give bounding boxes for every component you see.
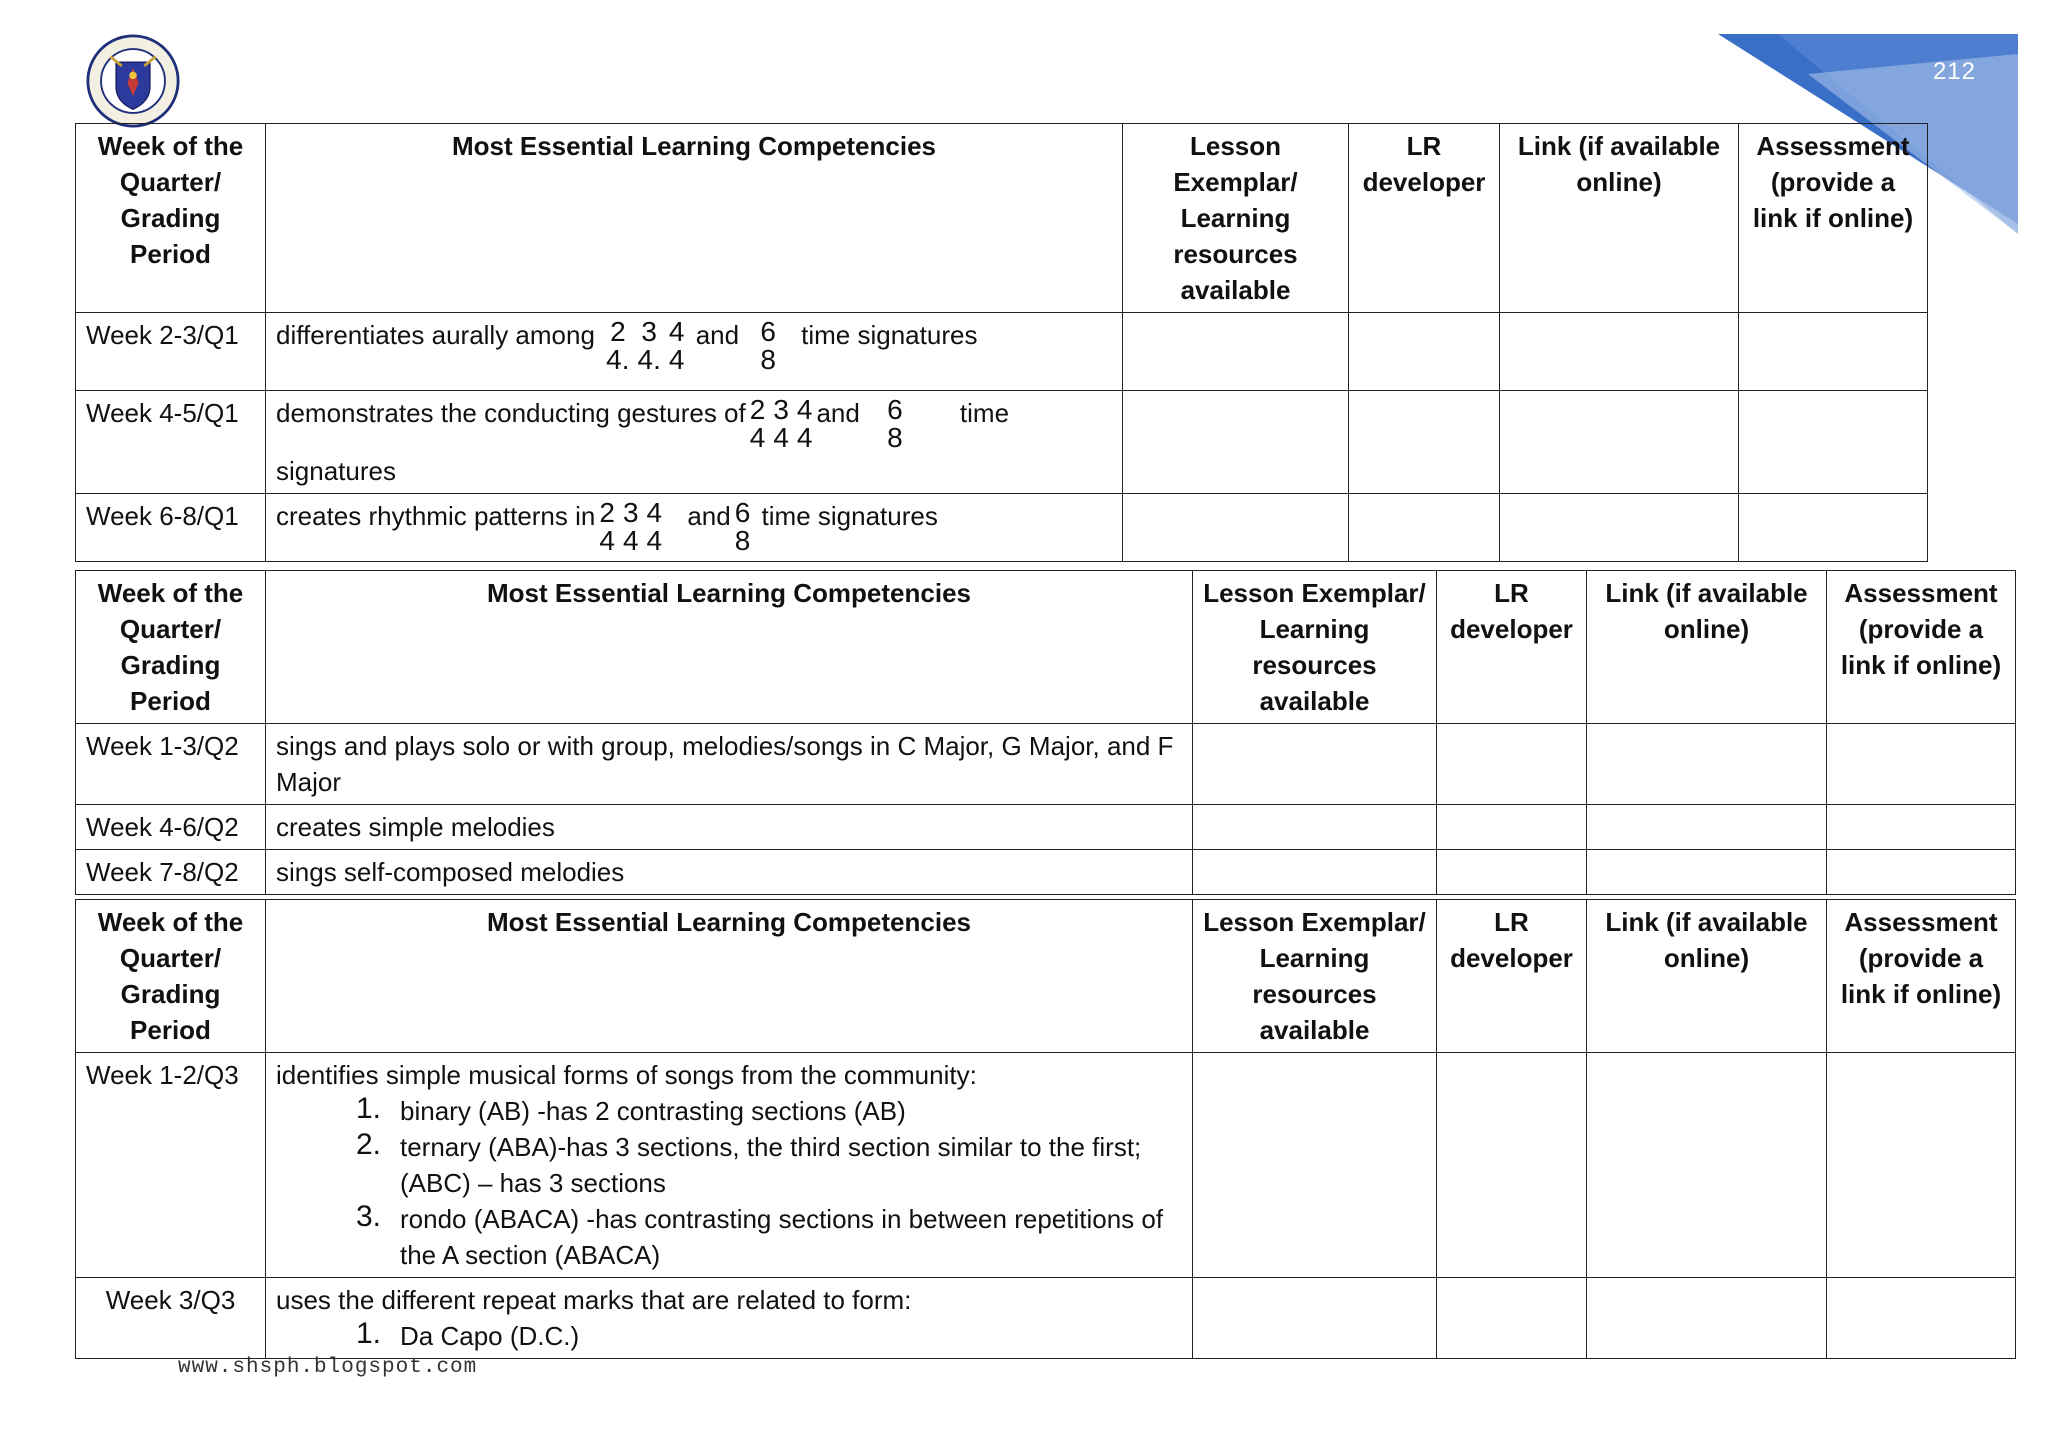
empty-cell [1437,1053,1587,1278]
header-lr-developer: LR developer [1437,571,1587,724]
table-row [76,805,2016,850]
header-lr-developer: LR developer [1437,900,1587,1053]
week-cell: Week 4-5/Q1 [76,391,266,494]
header-lesson-exemplar: Lesson Exemplar/ Learning resources available [1123,124,1349,313]
header-competency: Most Essential Learning Competencies [266,124,1123,313]
competency-text: and [816,398,860,428]
empty-cell [1587,850,1827,895]
header-week: Week of the Quarter/ Grading Period [76,124,266,313]
competency-cell [266,313,1123,391]
empty-cell [1827,1278,2016,1359]
time-signature: 3 4 [622,497,639,556]
table-row [76,313,1928,391]
empty-cell [1739,494,1928,562]
competency-cell [266,391,1123,494]
list-marker: 1. [356,1092,382,1125]
empty-cell [1123,313,1349,391]
week-cell: Week 4-6/Q2 [76,805,266,850]
header-assessment: Assessment (provide a link if online) [1827,900,2016,1053]
competency-cell [266,494,1123,562]
table-row [76,391,1928,494]
competency-table-q1 [75,123,1928,562]
week-cell: Week 2-3/Q1 [76,313,266,391]
empty-cell [1500,391,1739,494]
empty-cell [1193,805,1437,850]
table-row [76,1053,2016,1278]
empty-cell [1193,1278,1437,1359]
repeat-marks-list [356,1318,1182,1354]
empty-cell [1193,850,1437,895]
empty-cell [1827,850,2016,895]
list-item: 1. Da Capo (D.C.) [356,1317,580,1351]
competency-cell: sings and plays solo or with group, melodies/songs in C Major, G Major, and F Major [266,724,1193,805]
page-number: 212 [1932,58,1976,85]
empty-cell [1193,724,1437,805]
empty-cell [1349,391,1500,494]
time-signature: 6 8 [887,394,903,453]
list-item: 2. ternary (ABA)-has 3 sections, the third section similar to the first; (ABC) – has 3 sections [356,1128,1142,1198]
empty-cell [1193,1053,1437,1278]
empty-cell [1437,805,1587,850]
empty-cell [1123,494,1349,562]
competency-text: demonstrates the conducting gestures of [276,398,746,428]
empty-cell [1587,1278,1827,1359]
list-marker: 3. [356,1200,382,1233]
table-row [76,1278,2016,1359]
empty-cell [1827,1053,2016,1278]
competency-text: and [695,320,740,350]
empty-cell [1349,313,1500,391]
competency-text: time signatures [276,398,1010,486]
header-competency: Most Essential Learning Competencies [266,571,1193,724]
header-assessment: Assessment (provide a link if online) [1739,124,1928,313]
time-signature: 3 4 [773,394,789,453]
competency-text: identifies simple musical forms of songs from the community: [276,1060,977,1090]
empty-cell [1827,805,2016,850]
competency-text: time signatures [761,501,938,531]
week-cell: Week 3/Q3 [76,1278,266,1359]
competency-text: uses the different repeat marks that are related to form: [276,1285,912,1315]
empty-cell [1827,724,2016,805]
deped-seal-logo [86,34,180,128]
header-lesson-exemplar: Lesson Exemplar/ Learning resources available [1193,900,1437,1053]
form-list [356,1093,1182,1273]
table-row [76,724,2016,805]
time-signature: 6 8 [760,316,776,375]
time-signature: 2 4 [749,394,766,453]
time-signature: 4 4 [796,394,813,453]
week-cell: Week 1-3/Q2 [76,724,266,805]
empty-cell [1349,494,1500,562]
empty-cell [1123,391,1349,494]
time-signature: 2 4 [599,497,615,556]
list-marker: 2. [356,1128,382,1161]
competency-table-q3 [75,899,2016,1359]
week-cell: Week 6-8/Q1 [76,494,266,562]
empty-cell [1437,850,1587,895]
competency-text: differentiates aurally among [276,320,595,350]
empty-cell [1587,1053,1827,1278]
week-cell: Week 1-2/Q3 [76,1053,266,1278]
footer-url: www.shsph.blogspot.com [178,1356,478,1379]
header-link: Link (if available online) [1500,124,1739,313]
header-competency: Most Essential Learning Competencies [266,900,1193,1053]
time-signature: 6 8 [734,497,751,556]
empty-cell [1437,724,1587,805]
competency-cell [266,1278,1193,1359]
list-item: 3. rondo (ABACA) -has contrasting sections in between repetitions of the A section (ABACA) [356,1200,1164,1270]
competency-cell: sings self-composed melodies [266,850,1193,895]
header-week: Week of the Quarter/ Grading Period [76,571,266,724]
empty-cell [1739,313,1928,391]
time-signature: 2 4. [606,316,630,375]
competency-text: creates rhythmic patterns in [276,501,596,531]
empty-cell [1437,1278,1587,1359]
time-signature: 3 4. [637,316,661,375]
week-cell: Week 7-8/Q2 [76,850,266,895]
list-item: 1. binary (AB) -has 2 contrasting sections (AB) [356,1092,906,1126]
empty-cell [1587,805,1827,850]
competency-cell: creates simple melodies [266,805,1193,850]
empty-cell [1739,391,1928,494]
header-link: Link (if available online) [1587,571,1827,724]
competency-text: and [687,501,731,531]
header-lesson-exemplar: Lesson Exemplar/ Learning resources available [1193,571,1437,724]
empty-cell [1500,494,1739,562]
competency-text: time signatures [801,320,978,350]
empty-cell [1500,313,1739,391]
table-row [76,494,1928,562]
table-row [76,850,2016,895]
list-marker: 1. [356,1317,382,1350]
competency-table-q2 [75,570,2016,895]
header-link: Link (if available online) [1587,900,1827,1053]
empty-cell [1587,724,1827,805]
header-assessment: Assessment (provide a link if online) [1827,571,2016,724]
header-lr-developer: LR developer [1349,124,1500,313]
competency-cell [266,1053,1193,1278]
time-signature: 4 4 [668,316,685,375]
time-signature: 4 4 [646,497,663,556]
header-week: Week of the Quarter/ Grading Period [76,900,266,1053]
